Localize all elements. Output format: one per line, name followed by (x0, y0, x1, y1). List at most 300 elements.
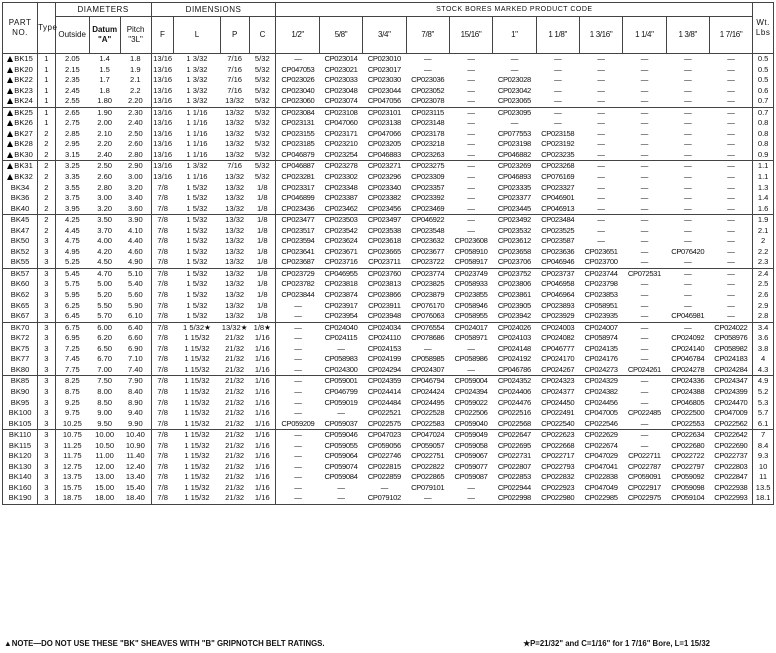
bore-code-cell: — (727, 236, 735, 246)
bore-code-cell: CP023171 (324, 128, 358, 138)
dim-f-cell: 13/16 (151, 96, 174, 107)
type-cell: 3 (38, 322, 56, 333)
bore-code-cell: — (666, 54, 709, 65)
weight-cell: 6.1 (753, 419, 774, 430)
bore-code-cell: — (684, 128, 692, 138)
bore-code-cell: CP023813 (367, 279, 401, 289)
datum-diameter-cell: 1.5 (99, 64, 110, 74)
dim-c-cell: 1/8 (257, 236, 268, 246)
part-no-text: BK80 (10, 364, 30, 374)
bore-code-cell: — (640, 149, 649, 159)
dim-l-cell: 1 5/32 (186, 290, 208, 300)
outside-diameter-cell: 4.25 (55, 215, 89, 226)
bore-code-cell: — (276, 354, 319, 365)
table-row (3, 129, 774, 140)
bore-code-cell: CP022516 (497, 408, 531, 418)
bore-code-cell: — (467, 64, 475, 74)
bore-code-cell: CP059019 (324, 397, 358, 407)
bore-code-cell: CP023484 (536, 215, 579, 226)
weight-cell: 2.9 (753, 301, 774, 312)
dim-c-cell: 5/32 (254, 75, 270, 85)
dim-l-cell: 1 5/32 (186, 225, 208, 235)
bore-header: 1" (493, 17, 536, 54)
bore-code-cell: — (597, 118, 605, 128)
table-row (3, 419, 774, 430)
bore-code-cell: CP023317 (276, 183, 319, 194)
type-cell: 1 (38, 96, 56, 107)
bore-code-cell: CP024082 (541, 333, 575, 343)
bore-code-cell: — (640, 354, 649, 364)
part-no-text: BK36 (10, 193, 30, 203)
bore-code-cell: CP022838 (584, 472, 618, 482)
bore-code-cell: — (337, 482, 345, 492)
dim-f-cell: 7/8 (151, 462, 174, 473)
dim-c-cell: 5/32 (249, 161, 276, 172)
dim-p-cell: 21/32 (225, 386, 245, 396)
part-no-text: BK24 (14, 96, 33, 106)
part-no-text: BK77 (10, 354, 30, 364)
bore-code-cell: CP023752 (493, 268, 536, 279)
bore-code-cell: CP023636 (541, 246, 575, 256)
dim-f-cell: 13/16 (151, 75, 174, 86)
bore-code-cell: CP072531 (623, 268, 666, 279)
bore-code-cell: — (579, 107, 622, 118)
bore-code-cell: — (727, 311, 735, 321)
part-no-cell (3, 268, 38, 279)
part-no-header: PART NO. (3, 3, 38, 54)
table-row (3, 215, 774, 226)
table-row (3, 86, 774, 97)
note-gripnotch-warning: ▲NOTE—DO NOT USE THESE "BK" SHEAVES WITH "B" GRIPNOTCH BELT RATINGS. (4, 639, 325, 648)
dim-f-cell: 7/8 (151, 354, 174, 365)
bore-code-cell: CP023084 (276, 107, 319, 118)
part-no-text: BK57 (10, 268, 30, 278)
datum-diameter-cell: 5.50 (97, 300, 113, 310)
type-cell: 3 (38, 376, 56, 387)
weight-cell: 2.6 (753, 290, 774, 301)
bore-code-cell: CP022647 (493, 430, 536, 441)
bore-code-cell: CP023711 (368, 257, 401, 267)
warning-triangle-icon (7, 120, 13, 126)
bore-code-cell: — (640, 182, 649, 192)
weight-cell: 7 (753, 430, 774, 441)
part-no-cell (3, 441, 38, 452)
bore-code-cell: CP023861 (497, 290, 531, 300)
dim-l-cell: 1 5/32 (174, 215, 220, 226)
bore-code-cell: CP023608 (454, 236, 488, 246)
bore-code-cell: CP023477 (276, 215, 319, 226)
outside-diameter-cell: 2.35 (55, 75, 89, 86)
bore-code-cell: CP024170 (541, 354, 575, 364)
part-no-cell (3, 226, 38, 237)
type-cell: 2 (38, 150, 56, 161)
dim-p-cell: 13/32 (225, 236, 245, 246)
bore-code-cell: CP022690 (714, 440, 748, 450)
dim-c-cell: 1/16 (254, 364, 270, 374)
bore-code-cell: — (579, 215, 622, 226)
weight-cell: 1.1 (753, 161, 774, 172)
bore-code-cell: — (536, 107, 579, 118)
bore-code-cell: CP023677 (411, 246, 445, 256)
bore-code-cell: CP047023 (363, 430, 406, 441)
part-no-cell (3, 215, 38, 226)
part-no-cell (3, 75, 38, 86)
pitch-diameter-cell: 9.90 (127, 418, 143, 428)
bore-code-cell: CP023044 (367, 85, 401, 95)
dim-l-cell: 1 5/32 (186, 203, 208, 213)
bore-code-cell: CP022674 (584, 440, 618, 450)
bore-code-cell: CP059074 (324, 461, 358, 471)
pitch-diameter-cell: 15.40 (125, 482, 145, 492)
bore-code-cell: CP046901 (541, 193, 575, 203)
dim-p-cell: 21/32 (225, 482, 245, 492)
dim-p-cell: 13/32 (225, 225, 245, 235)
bore-code-cell: CP023060 (276, 96, 319, 107)
bore-code-cell: — (467, 139, 475, 149)
bore-code-cell: CP023671 (324, 246, 358, 256)
bore-code-cell: CP022668 (541, 440, 575, 450)
bore-header: 5/8" (319, 17, 362, 54)
bore-code-cell: — (554, 64, 562, 74)
table-row (3, 354, 774, 365)
table-row (3, 387, 774, 398)
table-row (3, 150, 774, 161)
outside-diameter-cell: 3.55 (55, 183, 89, 194)
bore-code-cell: CP022680 (671, 440, 705, 450)
bore-code-cell: — (319, 493, 362, 504)
part-no-cell (3, 236, 38, 247)
dim-p-cell: 13/32 (225, 311, 245, 321)
bore-code-cell: — (640, 85, 649, 95)
table-row (3, 65, 774, 76)
dim-c-cell: 1/8 (257, 279, 268, 289)
part-no-text: BK32 (14, 172, 33, 182)
bore-code-cell: CP022575 (367, 418, 401, 428)
datum-diameter-cell: 3.50 (89, 215, 120, 226)
dim-p-cell: 21/32 (225, 397, 245, 407)
bore-code-cell: CP023651 (584, 246, 618, 256)
datum-diameter-cell: 2.20 (97, 139, 113, 149)
pitch-diameter-cell: 3.90 (120, 215, 151, 226)
bore-code-cell: CP076420 (671, 246, 705, 256)
bore-code-cell: CP046794 (406, 376, 449, 387)
table-row (3, 204, 774, 215)
type-cell: 3 (38, 344, 56, 355)
bore-code-cell: CP023263 (411, 149, 445, 159)
type-header: Type (38, 3, 56, 54)
bore-code-cell: — (640, 343, 649, 353)
part-no-cell (3, 183, 38, 194)
bore-code-cell: CP047005 (584, 408, 618, 418)
bore-code-cell: — (276, 333, 319, 344)
bore-code-cell: CP023855 (454, 290, 488, 300)
bore-code-cell: CP023760 (363, 268, 406, 279)
type-cell: 3 (38, 419, 56, 430)
bore-code-cell: CP022583 (411, 418, 445, 428)
weight-cell: 2.2 (753, 247, 774, 258)
bore-code-cell: — (467, 128, 475, 138)
outside-diameter-cell: 5.25 (55, 257, 89, 268)
bore-code-cell: CP058933 (454, 279, 488, 289)
part-no-cell (3, 257, 38, 268)
dim-p-cell: 21/32 (225, 472, 245, 482)
warning-triangle-icon (7, 152, 13, 158)
weight-cell: 2 (753, 236, 774, 247)
bore-code-cell: CP022975 (623, 493, 666, 504)
dim-p-cell: 13/32 (225, 300, 245, 310)
bore-code-cell: CP022562 (714, 418, 748, 428)
bore-code-cell: CP024192 (497, 354, 531, 364)
outside-diameter-cell: 3.95 (55, 204, 89, 215)
bore-code-cell: CP023340 (367, 182, 401, 192)
bore-code-cell: CP078686 (411, 333, 445, 343)
bore-code-cell: CP023148 (411, 118, 445, 128)
bore-code-cell: CP024135 (584, 343, 618, 353)
datum-diameter-cell: 18.00 (89, 493, 120, 504)
pitch-diameter-cell: 11.40 (126, 451, 145, 461)
dim-l-cell: 1 5/32 (186, 311, 208, 321)
part-no-text: BK85 (10, 376, 30, 386)
bore-code-cell: — (666, 322, 709, 333)
bore-code-cell: CP024278 (671, 364, 705, 374)
part-no-cell (3, 333, 38, 344)
bore-code-cell: CP023210 (324, 139, 358, 149)
dim-l-cell: 1 5/32 (186, 246, 208, 256)
bore-code-cell: CP023594 (276, 236, 319, 247)
bore-code-cell: — (276, 408, 319, 419)
bore-code-cell: CP058955 (454, 311, 488, 321)
bore-code-cell: — (467, 482, 475, 492)
type-cell: 2 (38, 172, 56, 183)
outside-diameter-cell: 10.25 (55, 419, 89, 430)
bore-code-cell: — (597, 203, 605, 213)
bore-code-cell: — (380, 482, 388, 492)
bore-code-cell: — (640, 257, 649, 267)
table-row (3, 311, 774, 322)
dim-c-cell: 1/16 (249, 376, 276, 387)
bore-code-cell: CP023706 (497, 257, 531, 267)
bore-code-cell: — (597, 225, 605, 235)
bore-code-cell: CP024034 (363, 322, 406, 333)
table-row (3, 344, 774, 355)
bore-code-cell: CP023014 (319, 54, 362, 65)
bore-code-cell: CP046887 (276, 161, 319, 172)
bore-code-cell: CP023205 (367, 139, 401, 149)
bore-code-cell: CP023392 (411, 193, 445, 203)
bore-code-cell: CP024414 (367, 386, 401, 396)
bore-code-cell: — (640, 279, 649, 289)
part-no-cell (3, 354, 38, 365)
type-cell: 2 (38, 161, 56, 172)
bore-code-cell: — (406, 493, 449, 504)
datum-diameter-cell: 5.20 (97, 290, 113, 300)
outside-diameter-cell: 4.75 (55, 236, 89, 247)
bore-code-cell: CP023737 (536, 268, 579, 279)
bore-code-cell: CP046883 (367, 149, 401, 159)
bore-code-cell: CP023687 (276, 257, 319, 268)
bore-code-cell: — (727, 290, 735, 300)
datum-diameter-cell: 3.70 (97, 225, 113, 235)
dim-l-cell: 1 15/32 (174, 493, 220, 504)
dim-f-cell: 7/8 (151, 419, 174, 430)
bore-code-cell: CP022807 (497, 461, 531, 471)
datum-diameter-cell: 4.00 (97, 236, 113, 246)
bore-code-cell: — (640, 300, 649, 310)
dim-f-cell: 7/8 (151, 441, 174, 452)
table-row (3, 301, 774, 312)
dim-c-cell: 1/16 (254, 386, 270, 396)
dim-l-cell: 1 5/32 (186, 236, 208, 246)
bore-code-cell: — (597, 128, 605, 138)
dim-f-cell: 7/8 (151, 365, 174, 376)
part-no-text: BK28 (14, 139, 33, 149)
part-no-cell (3, 322, 38, 333)
outside-diameter-cell: 4.95 (55, 247, 89, 258)
bore-code-cell: CP024294 (367, 364, 401, 374)
part-no-cell (3, 493, 38, 504)
dim-p-cell: 21/32 (225, 418, 245, 428)
bore-code-cell: CP022485 (627, 408, 661, 418)
bore-code-cell: — (709, 268, 752, 279)
weight-cell: 2.1 (753, 226, 774, 237)
part-no-text: BK65 (10, 300, 30, 310)
dim-p-cell: 13/32 (225, 128, 245, 138)
dim-f-cell: 13/16 (151, 54, 174, 65)
bore-code-cell: — (727, 203, 735, 213)
bore-code-cell: CP047041 (584, 461, 618, 471)
datum-header: Datum "A" (89, 17, 120, 54)
outside-diameter-cell: 3.15 (55, 150, 89, 161)
bore-code-cell: CP023065 (497, 96, 531, 106)
dim-l-cell: 1 15/32 (184, 408, 210, 418)
bore-code-cell: — (276, 344, 319, 355)
table-row (3, 193, 774, 204)
bore-code-cell: — (597, 182, 605, 192)
bore-code-cell: CP023095 (493, 107, 536, 118)
bore-header: 1/2" (276, 17, 319, 54)
part-no-text: BK90 (10, 386, 30, 396)
part-no-cell (3, 118, 38, 129)
datum-diameter-cell: 9.50 (97, 418, 113, 428)
datum-diameter-cell: 1.80 (97, 96, 113, 106)
dim-f-cell: 7/8 (151, 430, 174, 441)
bore-code-cell: — (623, 215, 666, 226)
table-row (3, 247, 774, 258)
dim-l-cell: 1 15/32 (184, 482, 210, 492)
datum-diameter-cell: 11.00 (95, 451, 114, 461)
bore-code-cell: CP023612 (497, 236, 531, 246)
dim-p-cell: 13/32 (225, 118, 245, 128)
part-no-cell (3, 387, 38, 398)
bore-code-cell: — (276, 311, 319, 322)
bore-code-cell: — (276, 301, 319, 312)
bore-code-cell: — (640, 236, 649, 246)
weight-cell: 2.8 (753, 311, 774, 322)
bore-code-cell: CP077553 (497, 128, 531, 138)
table-row (3, 161, 774, 172)
pitch-diameter-cell: 4.90 (127, 257, 143, 267)
part-no-text: BK75 (10, 343, 30, 353)
datum-diameter-cell: 4.50 (97, 257, 113, 267)
dim-c-cell: 1/16 (249, 493, 276, 504)
table-row (3, 118, 774, 129)
bore-code-cell: CP023844 (276, 290, 319, 301)
pitch-diameter-cell: 13.40 (125, 472, 145, 482)
datum-diameter-cell: 4.70 (89, 268, 120, 279)
type-cell: 3 (38, 247, 56, 258)
bore-code-cell: CP022797 (671, 461, 705, 471)
datum-diameter-cell: 4.20 (97, 246, 113, 256)
bore-code-cell: CP023377 (497, 193, 531, 203)
bore-header: 15/16" (449, 17, 492, 54)
l-header: L (174, 17, 220, 54)
bore-code-cell: CP023548 (411, 225, 445, 235)
bore-code-cell: CP023866 (367, 290, 401, 300)
bore-code-cell: CP023456 (367, 203, 401, 213)
part-no-cell (3, 204, 38, 215)
outside-diameter-cell: 2.85 (55, 129, 89, 140)
bore-code-cell: — (597, 236, 605, 246)
part-no-text: BK160 (8, 482, 32, 492)
bore-code-cell: — (727, 279, 735, 289)
dim-f-cell: 13/16 (151, 118, 174, 129)
outside-diameter-cell: 12.75 (55, 462, 89, 473)
bore-code-cell: CP022847 (714, 472, 748, 482)
outside-diameter-cell: 2.75 (55, 118, 89, 129)
bore-code-cell: — (727, 85, 735, 95)
table-row (3, 451, 774, 462)
bore-code-cell: — (640, 203, 649, 213)
bore-code-cell: — (276, 483, 319, 494)
bore-code-cell: CP024300 (324, 364, 358, 374)
bore-code-cell: CP058946 (454, 300, 488, 310)
bore-code-cell: — (640, 333, 649, 343)
bore-header: 7/8" (406, 17, 449, 54)
bore-code-cell: — (640, 118, 649, 128)
pitch-header: Pitch "3L" (120, 17, 151, 54)
bore-code-cell: — (640, 64, 649, 74)
bore-code-cell: — (276, 462, 319, 473)
dim-c-cell: 1/8★ (249, 322, 276, 333)
datum-diameter-cell: 10.00 (89, 430, 120, 441)
bore-code-cell: CP023036 (411, 75, 445, 85)
dim-l-cell: 1 1/16 (186, 139, 208, 149)
bore-code-cell: CP024115 (324, 333, 358, 343)
part-no-cell (3, 65, 38, 76)
dim-f-cell: 7/8 (151, 483, 174, 494)
bore-code-cell: CP023587 (541, 236, 575, 246)
dim-l-cell: 1 5/32 (174, 268, 220, 279)
weight-cell: 0.8 (753, 129, 774, 140)
dim-p-cell: 13/32 (220, 268, 249, 279)
dim-c-cell: 1/8 (257, 193, 268, 203)
part-no-text: BK30 (14, 149, 33, 159)
dim-p-cell: 7/16 (227, 85, 243, 95)
bore-code-cell: CP024394 (454, 386, 488, 396)
outside-diameter-cell: 2.45 (55, 86, 89, 97)
part-no-cell (3, 172, 38, 183)
bore-code-cell: CP022695 (497, 440, 531, 450)
bore-code-cell: — (406, 54, 449, 65)
weight-cell: 8.4 (753, 441, 774, 452)
dim-l-cell: 1 15/32 (184, 333, 210, 343)
bore-header: 1 1/4" (623, 17, 666, 54)
part-no-text: BK47 (10, 225, 30, 235)
bore-code-cell: CP023335 (497, 182, 531, 192)
bore-code-cell: CP022746 (367, 451, 401, 461)
type-cell: 2 (38, 193, 56, 204)
bore-code-cell: — (640, 418, 649, 428)
